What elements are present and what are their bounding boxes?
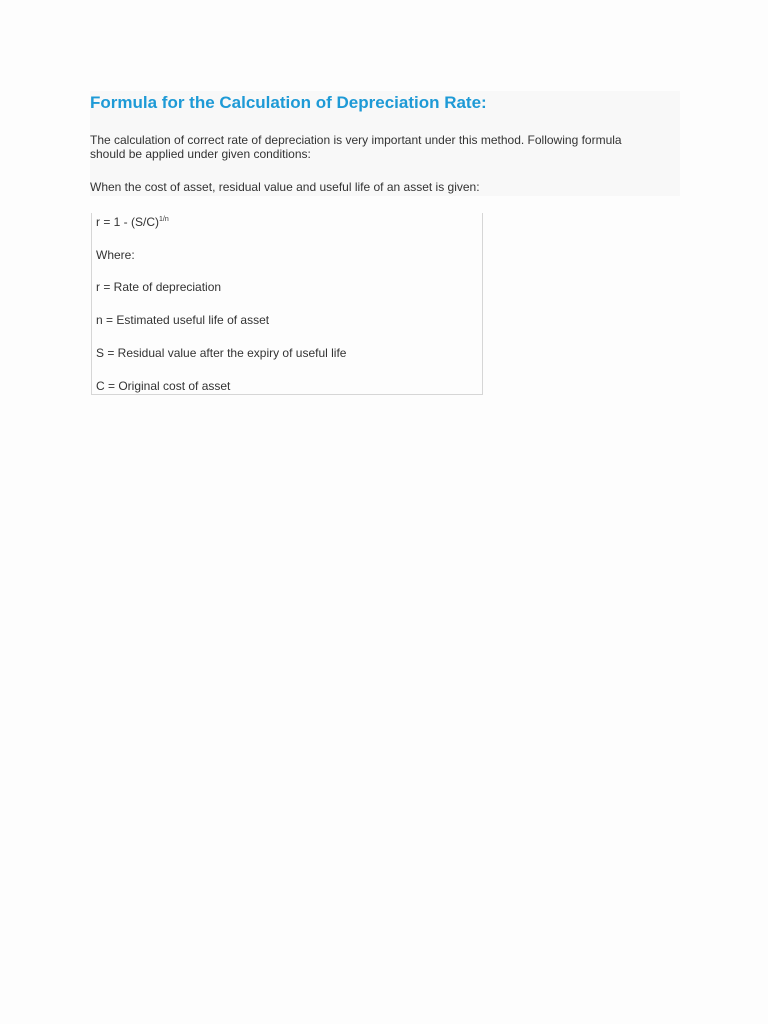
where-label: Where: (96, 248, 135, 262)
formula-box (91, 213, 483, 395)
intro-paragraph: The calculation of correct rate of depreciation is very important under this method. Following formula should be applied under given conditions: (90, 133, 622, 161)
definition-n: n = Estimated useful life of asset (96, 313, 270, 327)
formula-expression (96, 215, 169, 229)
definition-s: S = Residual value after the expiry of useful life (96, 346, 347, 360)
article-header-block (90, 91, 680, 196)
definition-c: C = Original cost of asset (96, 379, 231, 393)
definition-r: r = Rate of depreciation (96, 280, 222, 294)
condition-paragraph: When the cost of asset, residual value and useful life of an asset is given: (90, 180, 480, 194)
formula-base: r = 1 - (S/C) (96, 215, 160, 229)
page-title: Formula for the Calculation of Depreciation Rate: (90, 93, 487, 112)
formula-exponent: 1/n (159, 216, 169, 223)
